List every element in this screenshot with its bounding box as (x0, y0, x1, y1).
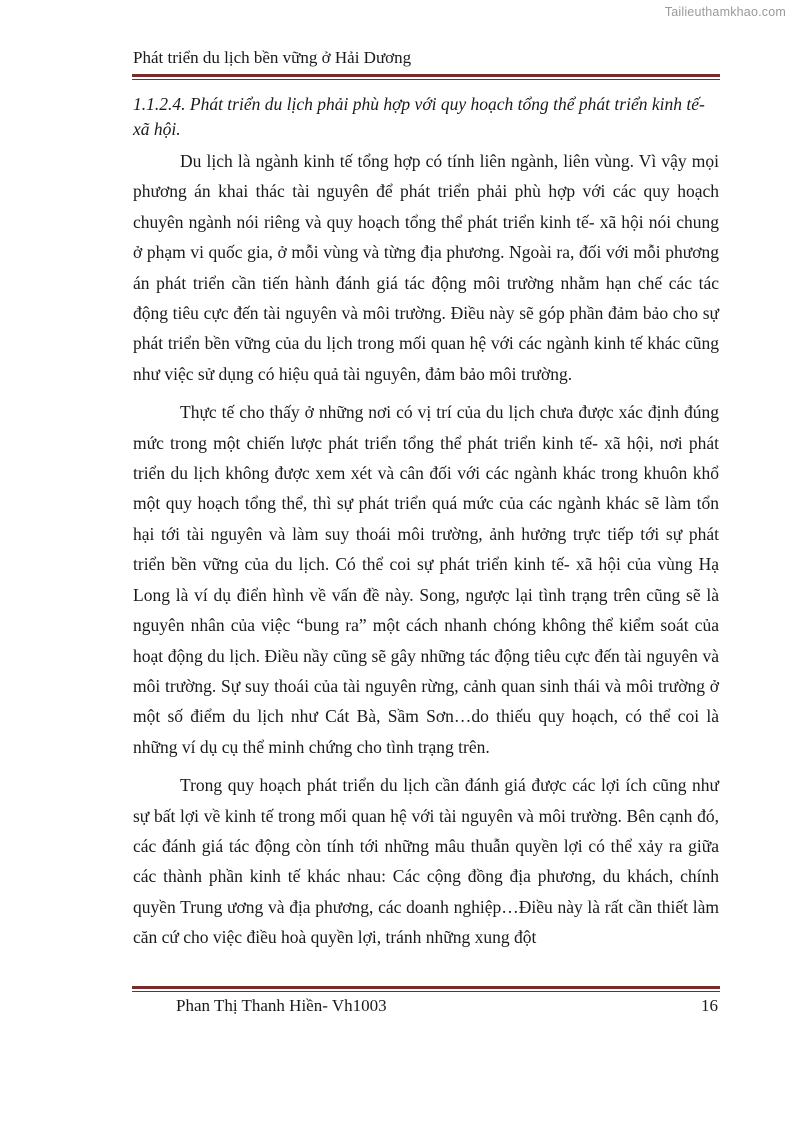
paragraph-2: Thực tế cho thấy ở những nơi có vị trí của du lịch chưa được xác định đúng mức trong một chiến lược phát triển tổng thể phát triển kinh tế- xã hội, nơi phát triển du lịch không được xem xét và cân đối với các ngành khác trong khuôn khổ một quy hoạch tổng thể, thì sự phát triển quá mức của các ngành khác sẽ làm tổn hại tới tài nguyên và làm suy thoái môi trường, ảnh hưởng trực tiếp tới sự phát triển bền vững của du lịch. Có thể coi sự phát triển kinh tế- xã hội của vùng Hạ Long là ví dụ điển hình về vấn đề này. Song, ngược lại tình trạng trên cũng sẽ là nguyên nhân của việc “bung ra” một cách nhanh chóng không thể kiểm soát của hoạt động du lịch. Điều nầy cũng sẽ gây những tác động tiêu cực đến tài nguyên và môi trường. Sự suy thoái của tài nguyên rừng, cảnh quan sinh thái và môi trường ở một số điểm du lịch như Cát Bà, Sầm Sơn…do thiếu quy hoạch, có thể coi là những ví dụ cụ thể minh chứng cho tình trạng trên. (133, 402, 719, 757)
footer-author: Phan Thị Thanh Hiền- Vh1003 (176, 996, 387, 1015)
section-heading: 1.1.2.4. Phát triển du lịch phải phù hợp với quy hoạch tổng thể phát triển kinh tế-xã hội. (133, 94, 705, 139)
watermark-text: Tailieuthamkhao.com (664, 5, 786, 19)
paragraph-3: Trong quy hoạch phát triển du lịch cần đánh giá được các lợi ích cũng như sự bất lợi về kinh tế trong mối quan hệ với tài nguyên và môi trường. Bên cạnh đó, các đánh giá tác động còn tính tới những mâu thuẫn quyền lợi có thể xảy ra giữa các thành phần kinh tế khác nhau: Các cộng đồng địa phương, du khách, chính quyền Trung ương và địa phương, các doanh nghiệp…Điều này là rất cần thiết làm căn cứ cho việc điều hoà quyền lợi, tránh những xung đột (133, 775, 719, 948)
page-body (133, 92, 719, 961)
running-header-title: Phát triển du lịch bền vững ở Hải Dương (133, 48, 412, 67)
header-divider (132, 74, 720, 80)
footer-divider (132, 986, 720, 992)
page-number: 16 (701, 996, 718, 1015)
paragraph-1: Du lịch là ngành kinh tế tổng hợp có tính liên ngành, liên vùng. Vì vậy mọi phương án khai thác tài nguyên để phát triển phải phù hợp với các quy hoạch chuyên ngành nói riêng và quy hoạch tổng thể phát triển kinh tế- xã hội nói chung ở phạm vi quốc gia, ở mỗi vùng và từng địa phương. Ngoài ra, đối với mỗi phương án phát triển cần tiến hành đánh giá tác động môi trường nhằm hạn chế các tác động tiêu cực đến tài nguyên và môi trường. Điều này sẽ góp phần đảm bảo cho sự phát triển bền vững của du lịch trong mối quan hệ với các ngành kinh tế khác cũng như việc sử dụng có hiệu quả tài nguyên, đảm bảo môi trường. (133, 151, 719, 384)
